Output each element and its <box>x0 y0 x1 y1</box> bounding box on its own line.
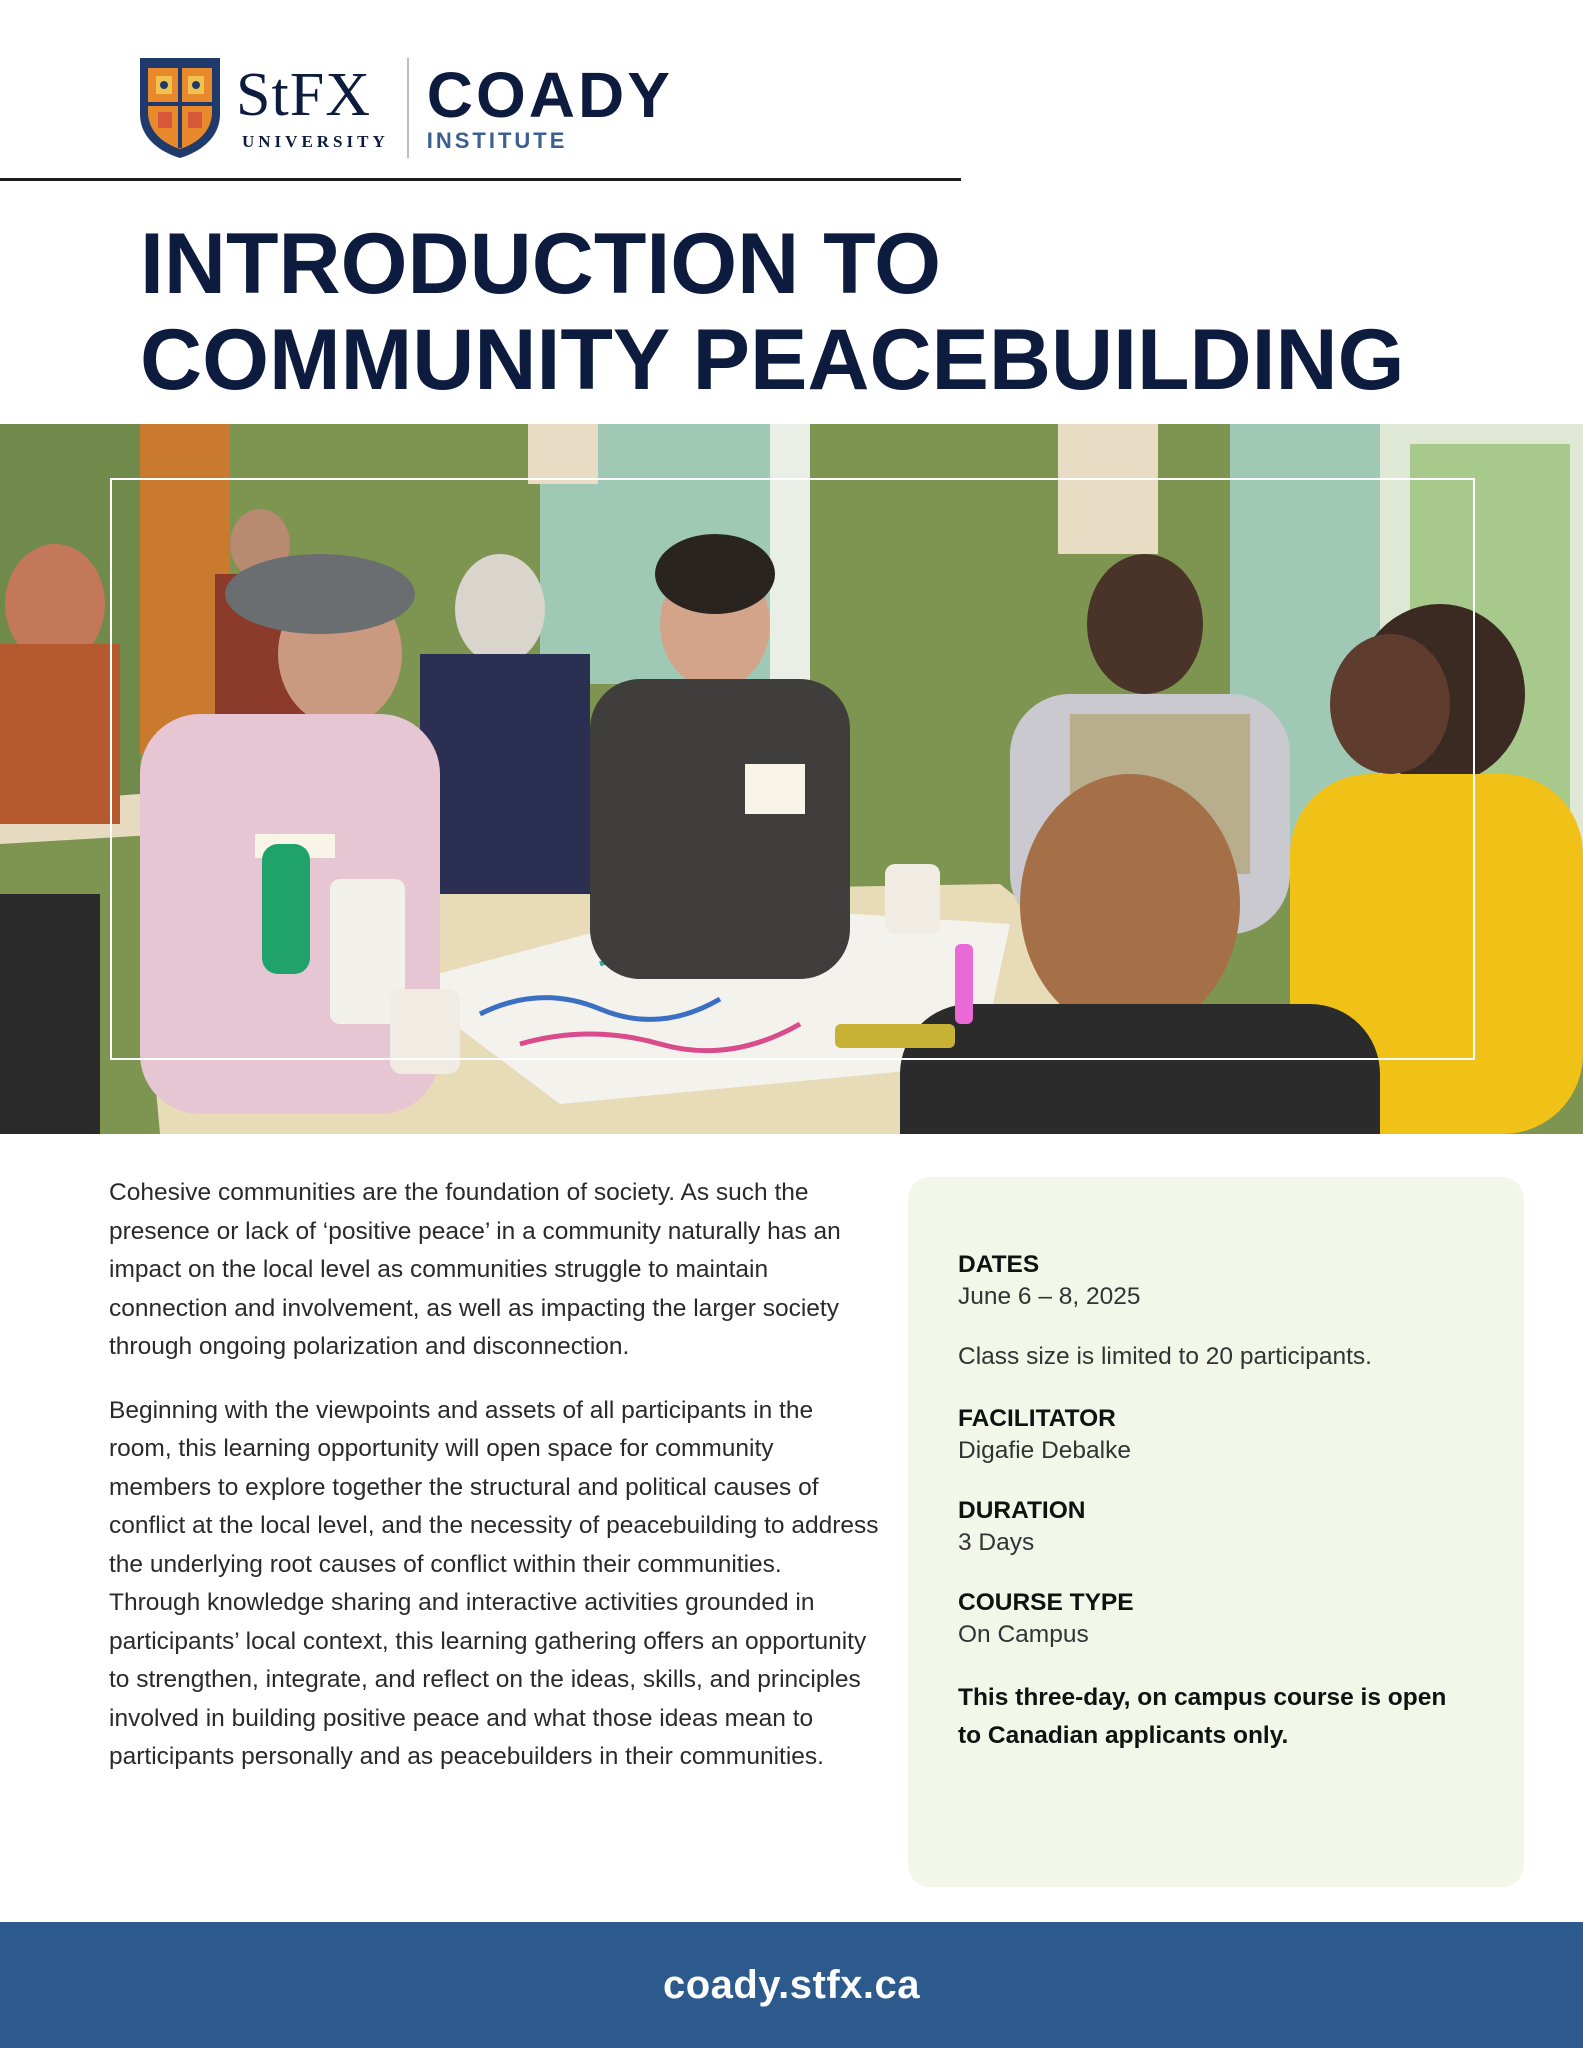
description-paragraph-2: Beginning with the viewpoints and assets of all participants in the room, this learning opportunity will open space for community members to explore together the structural and political causes of conflict at the local level, and the necessity of peacebuilding to address the underlying root causes of conflict within their communities. Through knowledge sharing and interactive activities grounded in participants’ local context, this learning gathering offers an opportunity to strengthen, integrate, and reflect on the ideas, skills, and principles involved in building positive peace and what those ideas mean to participants personally and as peacebuilders in their communities. <box>109 1396 879 1770</box>
eligibility-note: This three-day, on campus course is open to Canadian applicants only. <box>958 1684 1447 1749</box>
course-info-card <box>908 1177 1524 1887</box>
website-link[interactable]: coady.stfx.ca <box>663 1962 920 2007</box>
course-type-value: On Campus <box>958 1621 1089 1648</box>
facilitator-label: FACILITATOR <box>958 1405 1116 1432</box>
course-description <box>109 1174 879 1802</box>
duration-section <box>958 1495 1474 1559</box>
page-title <box>140 216 1405 408</box>
title-line-2: COMMUNITY PEACEBUILDING <box>140 312 1405 408</box>
facilitator-value: Digafie Debalke <box>958 1437 1131 1464</box>
class-size-note: Class size is limited to 20 participants. <box>958 1343 1372 1370</box>
facilitator-section <box>958 1403 1474 1467</box>
dates-section <box>958 1249 1474 1313</box>
coady-institute-label: INSTITUTE <box>426 128 568 153</box>
dates-label: DATES <box>958 1251 1040 1278</box>
stfx-wordmark: StFX <box>236 61 371 129</box>
title-line-1: INTRODUCTION TO <box>140 216 942 312</box>
duration-value: 3 Days <box>958 1529 1035 1556</box>
header-rule <box>0 178 961 181</box>
stfx-university-label: UNIVERSITY <box>242 132 389 151</box>
course-type-section <box>958 1587 1474 1651</box>
logo-divider <box>407 58 409 158</box>
description-paragraph-1: Cohesive communities are the foundation of society. As such the presence or lack of ‘positive peace’ in a community naturally has an impact on the local level as communities struggle to maintain connection and involvement, as well as impacting the larger society through ongoing polarization and disconnection. <box>109 1179 841 1360</box>
photo-frame <box>110 478 1475 1060</box>
duration-label: DURATION <box>958 1497 1086 1524</box>
institution-logo <box>138 56 673 160</box>
dates-value: June 6 – 8, 2025 <box>958 1283 1141 1310</box>
footer-bar <box>0 1922 1583 2048</box>
course-type-label: COURSE TYPE <box>958 1589 1134 1616</box>
university-crest-icon <box>138 56 222 160</box>
coady-wordmark: COADY <box>426 59 673 131</box>
